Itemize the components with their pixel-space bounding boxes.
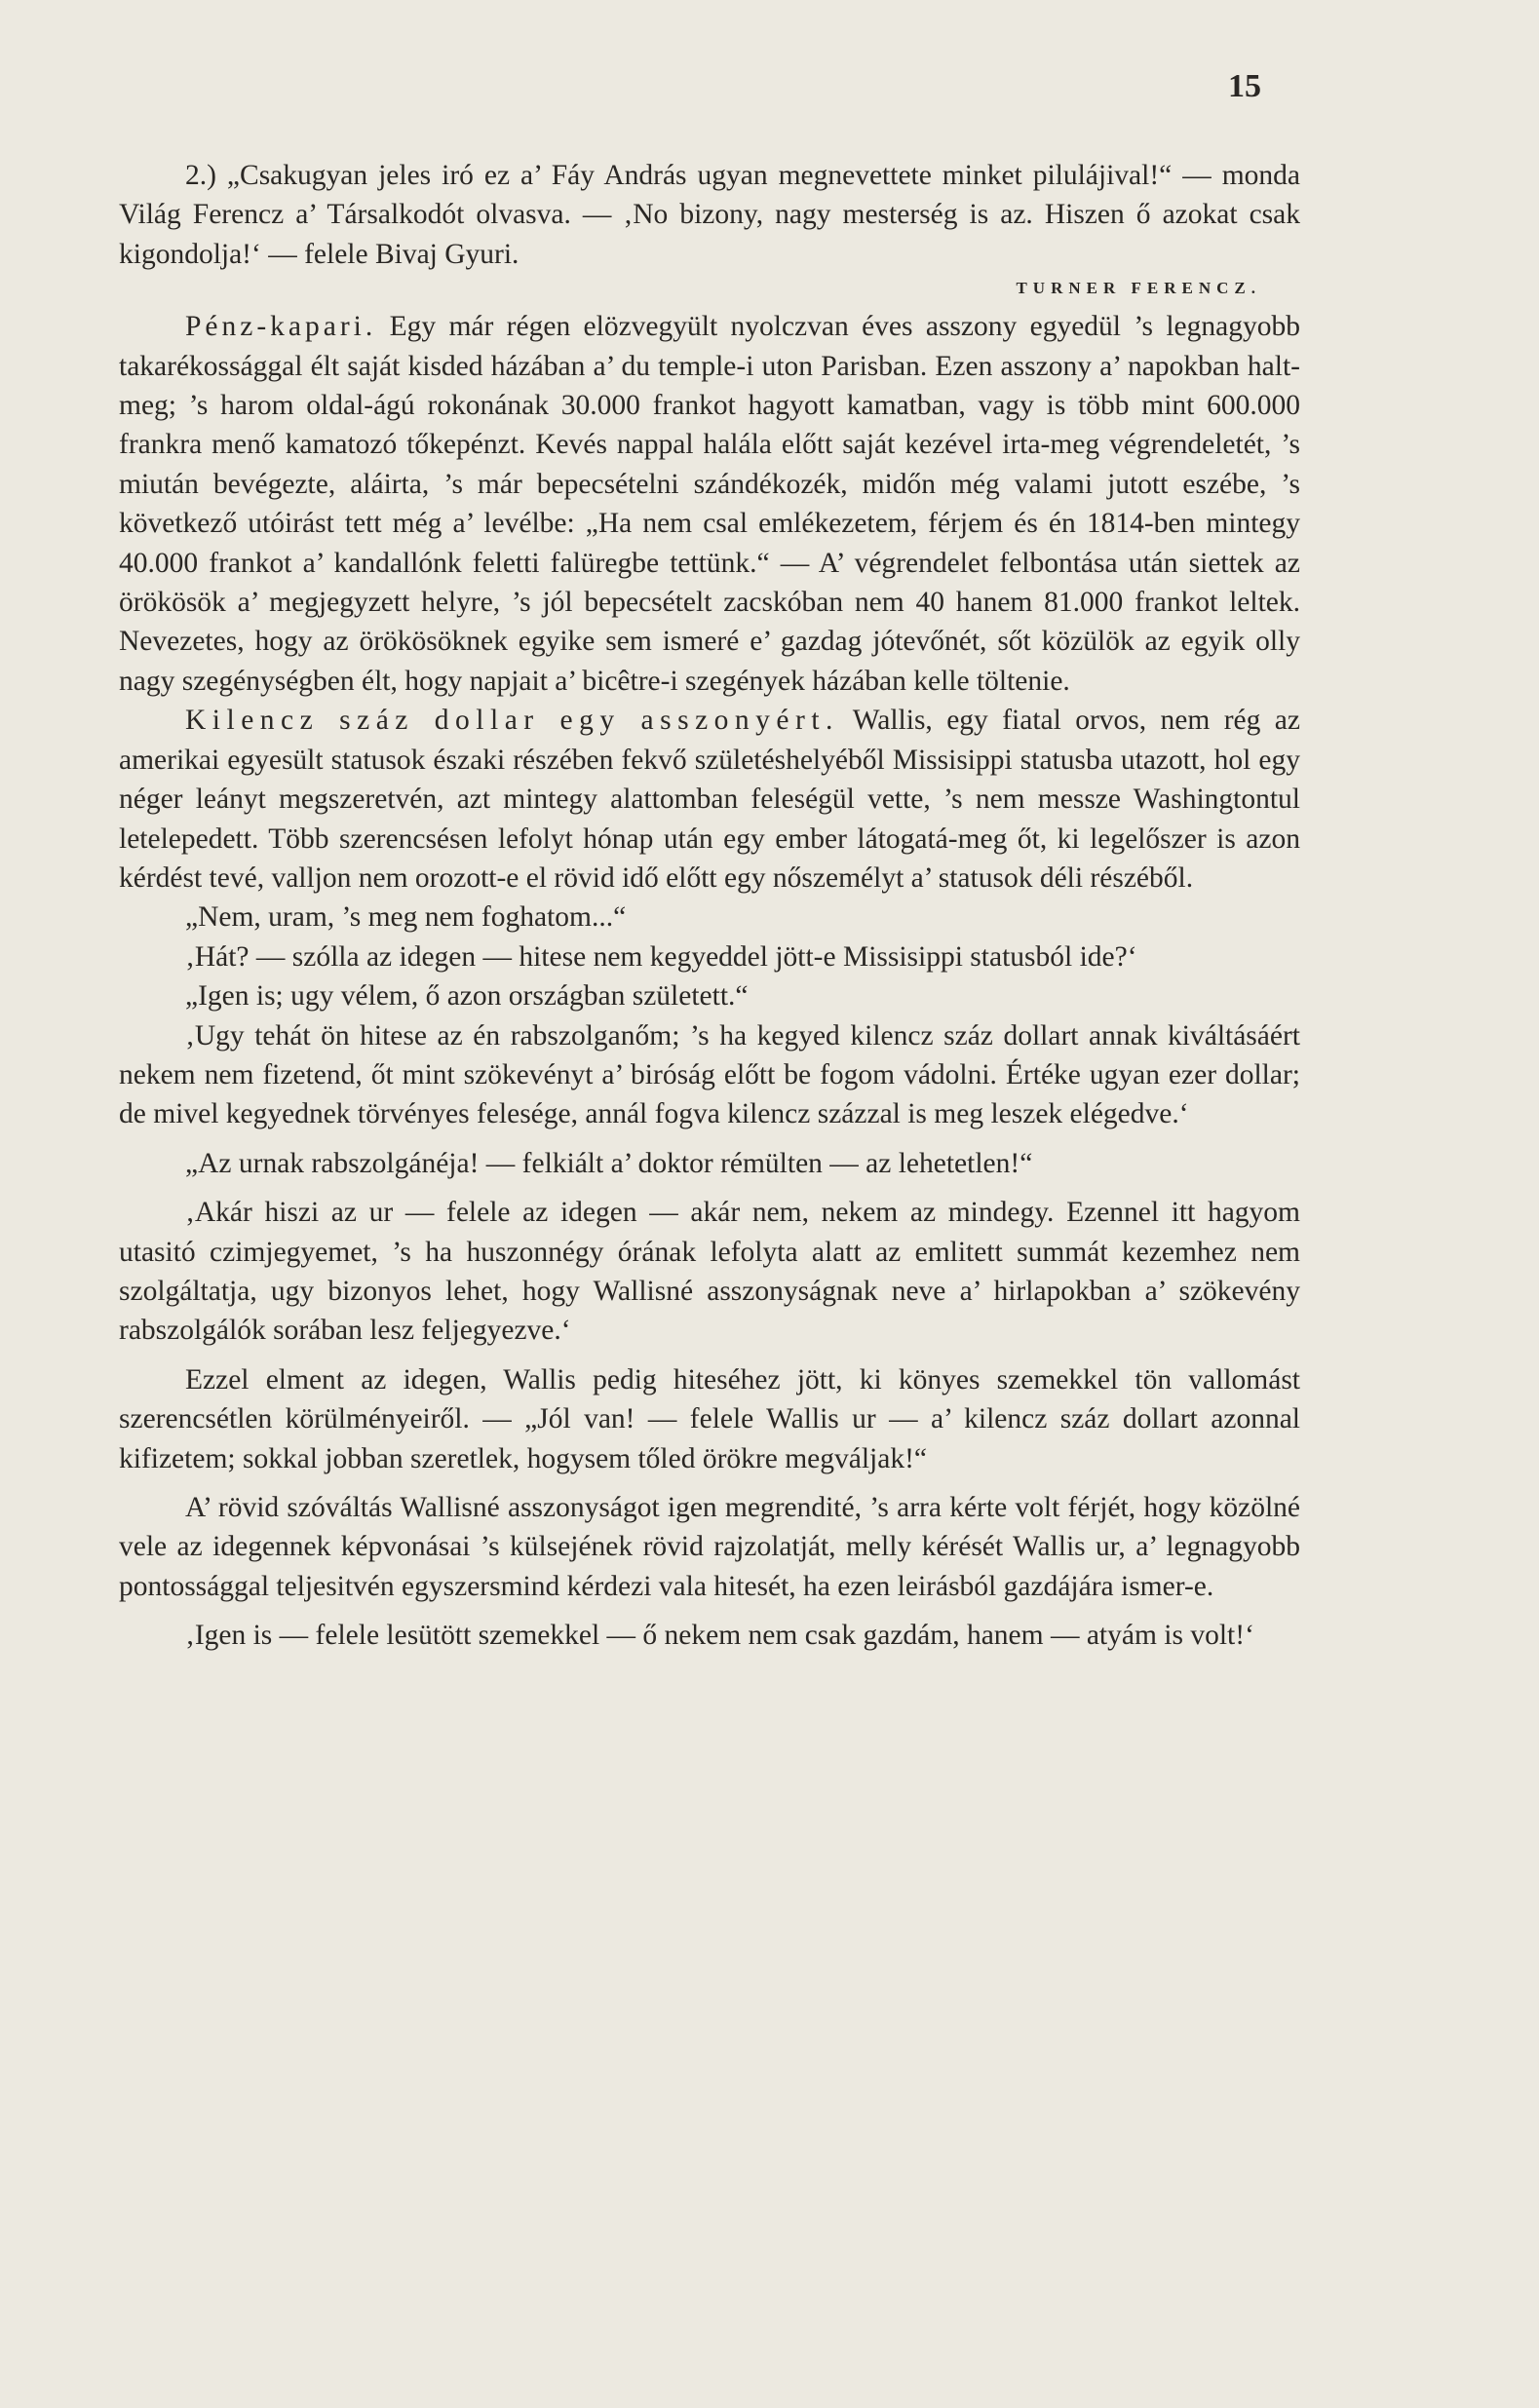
- paragraph-dialogue-3: „Igen is; ugy vélem, ő azon országban született.“: [185, 980, 749, 1013]
- page-text: [119, 156, 1300, 1656]
- section-heading-kilencz-szaz: Kilencz száz dollar egy asszonyért.: [185, 705, 839, 737]
- paragraph-dialogue-5: „Az urnak rabszolgánéja! — felkiált a’ doktor rémülten — az lehetetlen!“: [185, 1147, 1033, 1179]
- paragraph-narration-1: Ezzel elment az idegen, Wallis pedig hiteséhez jött, ki könyes szemekkel tön vallomást szerencsétlen körülményeiről. — „Jól van! — felele Wallis ur — a’ kilencz száz dollart azonnal kifizetem; sokkal jobban szeretlek, hogysem tőled örökre megváljak!“: [119, 1363, 1300, 1474]
- paragraph-penz-kapari-body: Egy már régen elözvegyült nyolczvan éves asszony egyedül ’s legnagyobb takarékossággal élt saját kisded házában a’ du temple-i uton Parisban. Ezen asszony a’ napokban halt-meg; ’s harom oldal-ágú rokonának 30.000 frankot hagyott kamatban, vagy is több mint 600.000 frankra menő kamatozó tőkepénzt. Kevés nappal halála előtt saját kezével irta-meg végrendeletét, ’s miután bevégezte, aláirta, ’s már bepecsételni szándékozék, midőn még valami jutott eszébe, ’s következő utóirást tett még a’ levélbe: „Ha nem csal emlékezetem, férjem és én 1814-ben mintegy 40.000 frankot a’ kandallónk feletti falüregbe tettünk.“ — A’ végrendelet felbontása után siettek az örökösök a’ megjegyzett helyre, ’s jól bepecsételt zacskóban nem 40 hanem 81.000 frankot leltek. Nevezetes, hogy az örökösöknek egyike sem ismeré e’ gazdag jótevőnét, sőt közülök az egyik olly nagy szegénységben élt, hogy napjait a’ bicêtre-i szegények házában kelle töltenie.: [119, 311, 1300, 697]
- page-number: 15: [1228, 68, 1261, 104]
- paragraph-dialogue-7: ‚Igen is — felele lesütött szemekkel — ő nekem nem csak gazdám, hanem — atyám is volt!‘: [185, 1620, 1254, 1652]
- paragraph-kilencz-szaz-body: Wallis, egy fiatal orvos, nem rég az amerikai egyesült statusok északi részében fekvő születéshelyéből Missisippi statusba utazott, hol egy néger leányt megszeretvén, azt mintegy alattomban feleségül vette, ’s nem messze Washingtontul letelepedett. Több szerencsésen lefolyt hónap után egy ember látogatá-meg őt, ki legelőszer is azon kérdést tevé, valljon nem orozott-e el rövid idő előtt egy nőszemélyt a’ statusok déli részéből.: [119, 705, 1300, 894]
- paragraph-penz-kapari: [119, 307, 1300, 701]
- paragraph-1: 2.) „Csakugyan jeles iró ez a’ Fáy András ugyan megnevettete minket pilulájival!“ — monda Világ Ferencz a’ Társalkodót olvasva. — ‚No bizony, nagy mesterség is az. Hiszen ő azokat csak kigondolja!‘ — felele Bivaj Gyuri.: [119, 160, 1300, 270]
- paragraph-dialogue-4: ‚Ugy tehát ön hitese az én rabszolganőm; ’s ha kegyed kilencz száz dollart annak kiváltásáért nekem nem fizetend, őt mint szökevényt a’ biróság előtt be fogom vádolni. Értéke ugyan ezer dollar; de mivel kegyednek törvényes felesége, annál fogva kilencz százzal is meg leszek elégedve.‘: [119, 1019, 1300, 1130]
- paragraph-kilencz-szaz: [119, 701, 1300, 898]
- signature: TURNER FERENCZ.: [1016, 279, 1261, 298]
- paragraph-dialogue-1: „Nem, uram, ’s meg nem foghatom...“: [185, 901, 627, 934]
- paragraph-dialogue-2: ‚Hát? — szólla az idegen — hitese nem kegyeddel jött-e Missisippi statusból ide?‘: [185, 940, 1137, 973]
- section-heading-penz-kapari: Pénz-kapari.: [185, 311, 377, 343]
- paragraph-dialogue-6: ‚Akár hiszi az ur — felele az idegen — akár nem, nekem az mindegy. Ezennel itt hagyom utasitó czimjegyemet, ’s ha huszonnégy órának lefolyta alatt az emlitett summát kezemhez nem szolgáltatja, ugy bizonyos lehet, hogy Wallisné asszonyságnak neve a’ hirlapokban a’ szökevény rabszolgálók sorában lesz feljegyezve.‘: [119, 1197, 1300, 1347]
- paragraph-narration-2: A’ rövid szóváltás Wallisné asszonyságot igen megrendité, ’s arra kérte volt férjét, hogy közölné vele az idegennek képvonásai ’s külsejének rövid rajzolatját, melly kérését Wallis ur, a’ legnagyobb pontossággal teljesitvén egyszersmind kérdezi vala hitesét, ha ezen leirásból gazdájára ismer-e.: [119, 1492, 1300, 1602]
